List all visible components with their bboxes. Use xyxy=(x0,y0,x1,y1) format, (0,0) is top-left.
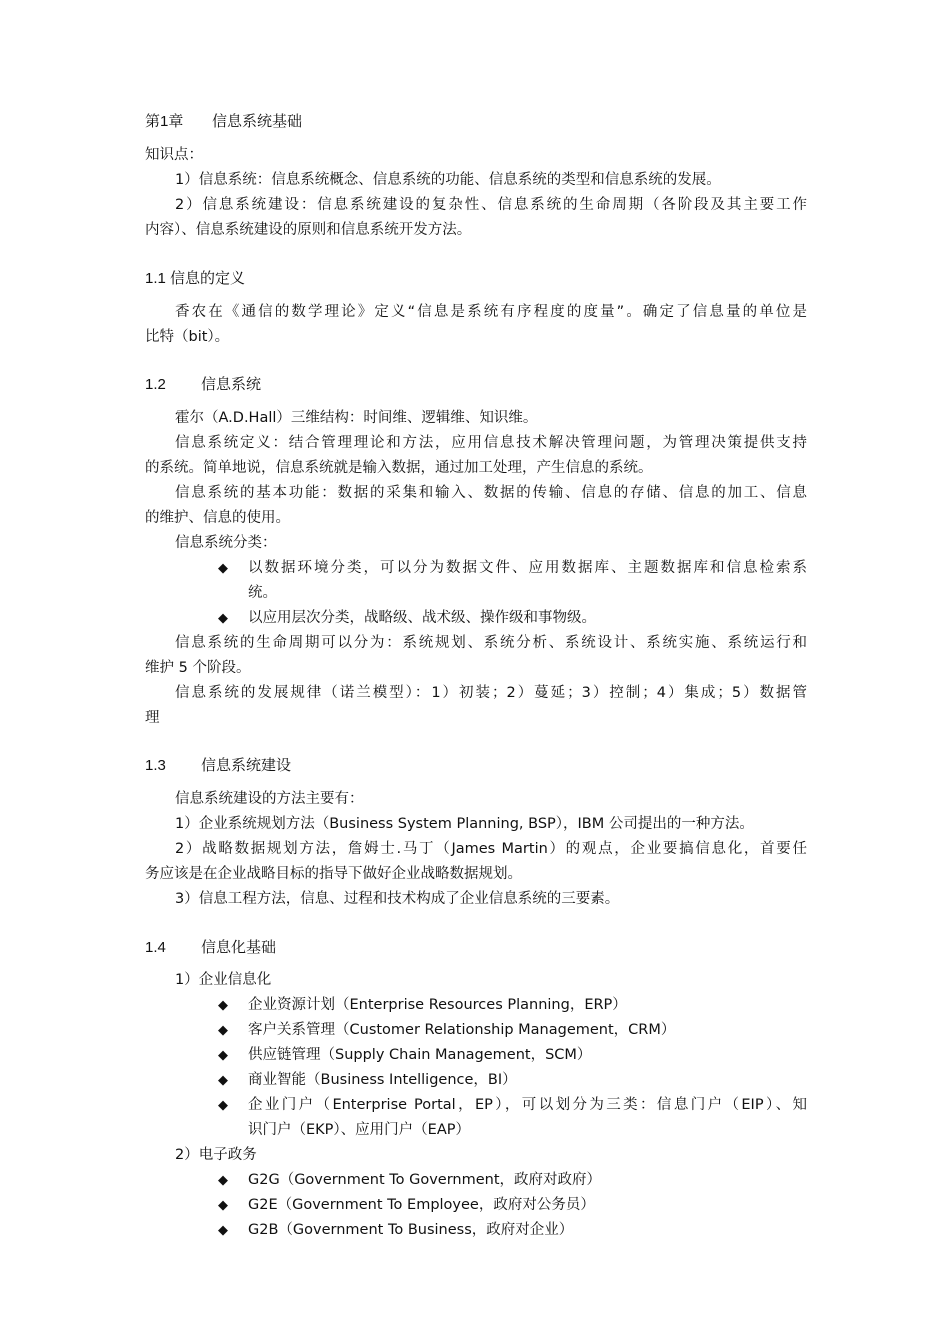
list-item: ◆ 企业门户（Enterprise Portal，EP），可以划分为三类：信息门户（EIP）、知 xyxy=(0,1093,950,1118)
chapter-number: 第1章 xyxy=(145,113,184,130)
intro-label-line xyxy=(0,143,950,168)
chapter-heading xyxy=(0,109,950,134)
intro-point-1: 1）信息系统：信息系统概念、信息系统的功能、信息系统的类型和信息系统的发展。 xyxy=(175,172,721,188)
section-number: 1.3 xyxy=(145,757,166,774)
intro-point-2: 2）信息系统建设：信息系统建设的复杂性、信息系统的生命周期（各阶段及其主要工作 xyxy=(175,197,807,213)
section-heading-1-4 xyxy=(0,935,950,960)
paragraph-cont: 维护 5 个阶段。 xyxy=(145,660,251,676)
chapter-title: 信息系统基础 xyxy=(212,113,303,130)
paragraph: 信息系统的基本功能：数据的采集和输入、数据的传输、信息的存储、信息的加工、信息 xyxy=(175,485,807,501)
paragraph: 2）电子政务 xyxy=(175,1147,257,1163)
section-heading-1-2 xyxy=(0,372,950,397)
list-item: ◆ 客户关系管理（Customer Relationship Management，CRM） xyxy=(0,1018,950,1043)
list-item: ◆ 以应用层次分类，战略级、战术级、操作级和事物级。 xyxy=(0,606,950,631)
bullet-icon: ◆ xyxy=(218,561,228,576)
paragraph: 信息系统的生命周期可以分为：系统规划、系统分析、系统设计、系统实施、系统运行和 xyxy=(175,635,807,651)
list-item: ◆ 供应链管理（Supply Chain Management，SCM） xyxy=(0,1043,950,1068)
section-title: 信息系统 xyxy=(201,376,262,393)
bullet-icon: ◆ xyxy=(218,1048,228,1063)
paragraph-cont: 比特（bit）。 xyxy=(145,329,230,345)
bullet-icon: ◆ xyxy=(218,611,228,626)
paragraph: 信息系统分类： xyxy=(175,535,277,551)
paragraph-cont: 理 xyxy=(145,710,160,726)
section-title: 信息化基础 xyxy=(201,939,277,956)
list-item: ◆ G2E（Government To Employee，政府对公务员） xyxy=(0,1193,950,1218)
section-heading-1-1: 1.1 信息的定义 xyxy=(145,270,246,287)
section-number: 1.4 xyxy=(145,939,166,956)
intro-label: 知识点： xyxy=(145,147,203,163)
paragraph: 香农在《通信的数学理论》定义“信息是系统有序程度的度量”。确定了信息量的单位是 xyxy=(175,304,807,320)
paragraph: 信息系统建设的方法主要有： xyxy=(175,791,364,807)
list-item: ◆ G2B（Government To Business，政府对企业） xyxy=(0,1218,950,1243)
paragraph-cont: 的系统。简单地说，信息系统就是输入数据，通过加工处理，产生信息的系统。 xyxy=(145,460,653,476)
bullet-icon: ◆ xyxy=(218,1098,228,1113)
intro-point-2-cont: 内容）、信息系统建设的原则和信息系统开发方法。 xyxy=(145,222,472,238)
bullet-icon: ◆ xyxy=(218,1073,228,1088)
list-item: ◆ G2G（Government To Government，政府对政府） xyxy=(0,1168,950,1193)
section-title: 信息系统建设 xyxy=(201,757,292,774)
paragraph: 信息系统的发展规律（诺兰模型）：1）初装；2）蔓延；3）控制；4）集成；5）数据管 xyxy=(175,685,807,701)
bullet-icon: ◆ xyxy=(218,1023,228,1038)
list-item-cont: 统。 xyxy=(248,585,277,601)
paragraph: 1）企业信息化 xyxy=(175,972,272,988)
paragraph: 1）企业系统规划方法（Business System Planning, BSP），IBM 公司提出的一种方法。 xyxy=(175,816,754,832)
paragraph: 霍尔（A.D.Hall）三维结构：时间维、逻辑维、知识维。 xyxy=(175,410,538,426)
paragraph: 3）信息工程方法，信息、过程和技术构成了企业信息系统的三要素。 xyxy=(175,891,620,907)
section-heading-1-3 xyxy=(0,753,950,778)
bullet-icon: ◆ xyxy=(218,1198,228,1213)
list-item: ◆ 企业资源计划（Enterprise Resources Planning，ERP） xyxy=(0,993,950,1018)
bullet-icon: ◆ xyxy=(218,998,228,1013)
paragraph-cont: 务应该是在企业战略目标的指导下做好企业战略数据规划。 xyxy=(145,866,522,882)
bullet-icon: ◆ xyxy=(218,1223,228,1238)
list-item-cont: 识门户（EKP）、应用门户（EAP） xyxy=(248,1122,470,1138)
paragraph: 信息系统定义：结合管理理论和方法，应用信息技术解决管理问题，为管理决策提供支持 xyxy=(175,435,807,451)
paragraph: 2）战略数据规划方法，詹姆士.马丁（James Martin）的观点，企业要搞信息化，首要任 xyxy=(175,841,807,857)
bullet-icon: ◆ xyxy=(218,1173,228,1188)
paragraph-cont: 的维护、信息的使用。 xyxy=(145,510,290,526)
section-number: 1.2 xyxy=(145,376,166,393)
list-item: ◆ 商业智能（Business Intelligence，BI） xyxy=(0,1068,950,1093)
list-item: ◆ 以数据环境分类，可以分为数据文件、应用数据库、主题数据库和信息检索系 xyxy=(0,556,950,581)
